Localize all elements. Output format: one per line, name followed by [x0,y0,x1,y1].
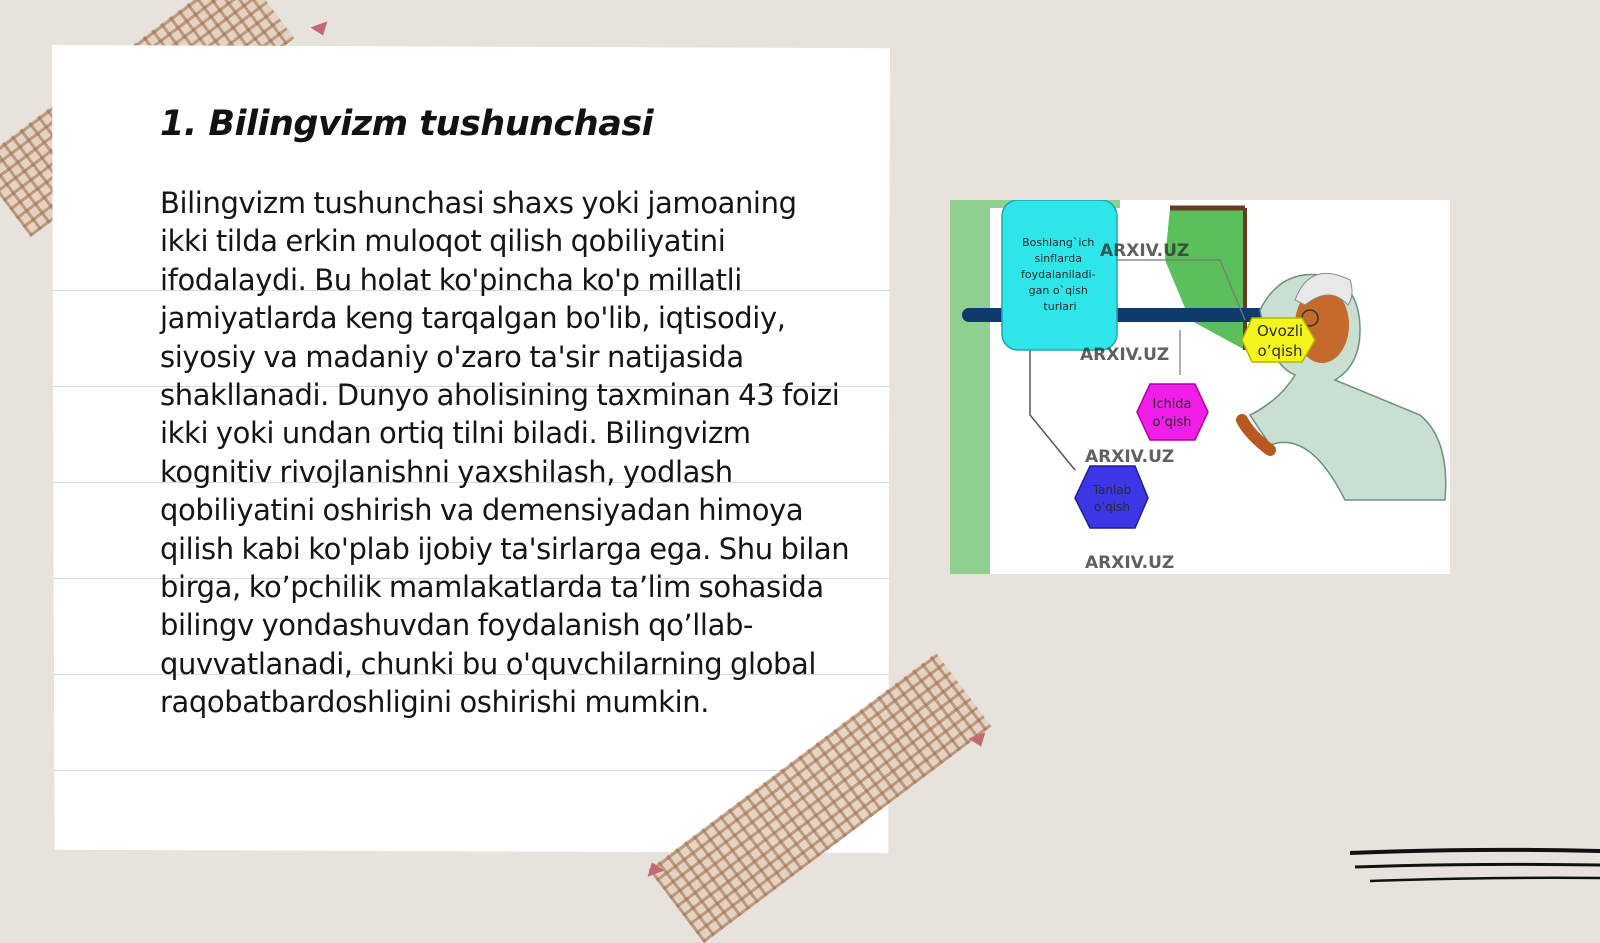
yellow-hexagon-label-1: Ovozli [1256,322,1304,340]
deco-line [1355,864,1600,867]
watermark-text: ARXIV.UZ [1085,447,1175,467]
deco-line [1370,878,1600,881]
blue-hexagon-label-2: o’qish [1094,500,1130,514]
pin-icon [310,21,331,38]
watermark-text: ARXIV.UZ [1085,553,1175,573]
slide-body-text: Bilingvizm tushunchasi shaxs yoki jamoaning ikki tilda erkin muloqot qilish qobiliyatini ifodalaydi. Bu holat ko'pincha ko'p millatli jamiyatlarda keng tarqalgan bo'lib, iqtisodiy, siyosiy va madaniy o'zaro ta'sir natijasida shakllanadi. Dunyo aholisining taxminan 43 foizi ikki yoki undan ortiq tilni biladi. Bilingvizm kognitiv rivojlanishni yaxshilash, yodlash qobiliyatini oshirish va demensiyadan himoya qilish kabi ko'plab ijobiy ta'sirlarga ega. Shu bilan birga, ko’pchilik mamlakatlarda ta’lim sohasida bilingv yondashuvdan foydalanish qo’llab-quvvatlanadi, chunki bu o'quvchilarning global raqobatbardoshligini oshirishi mumkin. [160,186,850,720]
magenta-hexagon-label-2: o’qish [1152,415,1192,430]
magenta-hexagon-label-1: Ichida [1152,397,1192,412]
paper-rule-line [52,770,890,771]
illustration-svg [950,200,1450,574]
connector-line [1030,350,1075,470]
cyan-box-label: Boshlang`ich sinflarda foydalaniladi- gan o`qish turlari [1021,236,1096,313]
blue-hexagon [1075,466,1148,528]
blue-hexagon-label-1: Tanlab [1092,483,1132,497]
watermark-text: ARXIV.UZ [1080,345,1170,365]
watermark-text: ARXIV.UZ [1100,241,1190,261]
person-figure [1250,274,1446,500]
magenta-hexagon [1137,384,1208,440]
reading-types-illustration [950,200,1450,574]
yellow-hexagon-label-2: o’qish [1257,342,1303,360]
green-board [1165,208,1245,350]
green-band [950,200,990,574]
slide-title: 1. Bilingvizm tushunchasi [160,104,654,144]
deco-line [1350,850,1600,853]
decorative-lines [1350,845,1600,895]
